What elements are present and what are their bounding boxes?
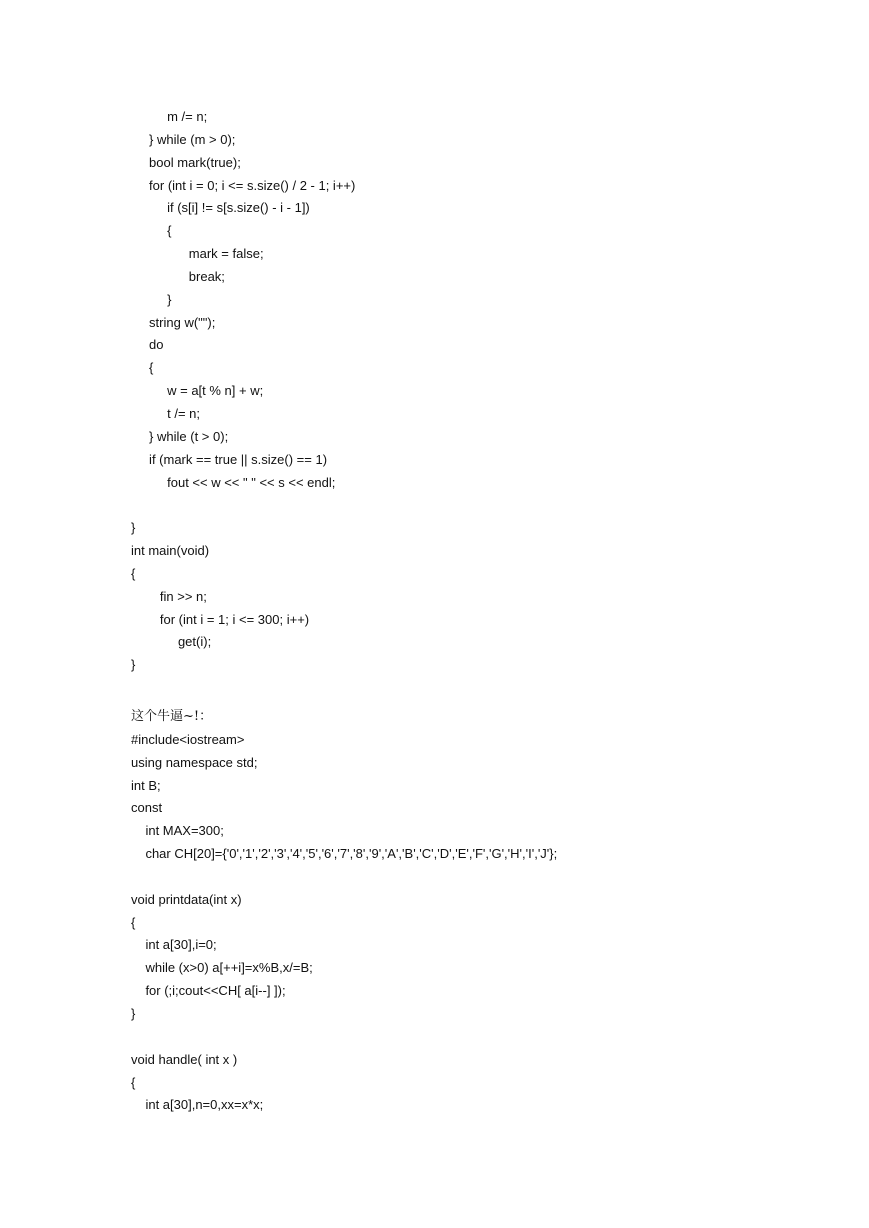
code-line: if (s[i] != s[s.size() - i - 1]) bbox=[131, 200, 310, 216]
code-line: int B; bbox=[131, 777, 161, 793]
code-line: int MAX=300; bbox=[131, 823, 224, 839]
code-line: } bbox=[131, 291, 172, 307]
blank-line bbox=[131, 494, 355, 517]
code-line: } while (m > 0); bbox=[131, 131, 236, 147]
code-line: void printdata(int x) bbox=[131, 891, 242, 907]
code-line: } while (t > 0); bbox=[131, 428, 229, 444]
code-line: { bbox=[131, 1074, 136, 1090]
code-line: if (mark == true || s.size() == 1) bbox=[131, 451, 328, 467]
code-line: m /= n; bbox=[131, 109, 208, 124]
code-line: } bbox=[131, 657, 136, 673]
code-line: void handle( int x ) bbox=[131, 1051, 238, 1067]
code-line: do bbox=[131, 337, 164, 353]
code-line: int a[30],n=0,xx=x*x; bbox=[131, 1097, 264, 1113]
code-line: for (;i;cout<<CH[ a[i--] ]); bbox=[131, 983, 286, 999]
code-line: using namespace std; bbox=[131, 754, 258, 770]
code-line: w = a[t % n] + w; bbox=[131, 383, 264, 399]
code-line: for (int i = 1; i <= 300; i++) bbox=[131, 611, 310, 627]
code-line: const bbox=[131, 800, 163, 816]
code-block-upper bbox=[131, 106, 355, 677]
code-line: get(i); bbox=[131, 634, 212, 650]
code-line: while (x>0) a[++i]=x%B,x/=B; bbox=[131, 960, 313, 976]
code-line: fout << w << " " << s << endl; bbox=[131, 474, 336, 490]
section-heading: 这个牛逼~!： bbox=[131, 709, 213, 724]
code-line: for (int i = 0; i <= s.size() / 2 - 1; i++) bbox=[131, 177, 356, 193]
code-line: mark = false; bbox=[131, 246, 264, 262]
code-block-lower bbox=[131, 706, 557, 1117]
code-line: char CH[20]={'0','1','2','3','4','5','6','7','8','9','A','B','C','D','E','F','G','H','I','J'}; bbox=[131, 846, 558, 862]
code-line: } bbox=[131, 520, 136, 536]
code-line: int main(void) bbox=[131, 543, 210, 559]
code-line: } bbox=[131, 1005, 136, 1021]
code-line: { bbox=[131, 360, 154, 376]
code-line: bool mark(true); bbox=[131, 154, 241, 170]
blank-line bbox=[131, 866, 557, 889]
code-line: { bbox=[131, 914, 136, 930]
code-line: t /= n; bbox=[131, 405, 200, 421]
code-line: break; bbox=[131, 268, 225, 284]
code-line: { bbox=[131, 565, 136, 581]
code-line: int a[30],i=0; bbox=[131, 937, 217, 953]
code-line: string w(""); bbox=[131, 314, 216, 330]
blank-line bbox=[131, 1026, 557, 1049]
code-line: fin >> n; bbox=[131, 588, 207, 604]
code-line: #include<iostream> bbox=[131, 731, 245, 747]
code-line: { bbox=[131, 223, 172, 239]
